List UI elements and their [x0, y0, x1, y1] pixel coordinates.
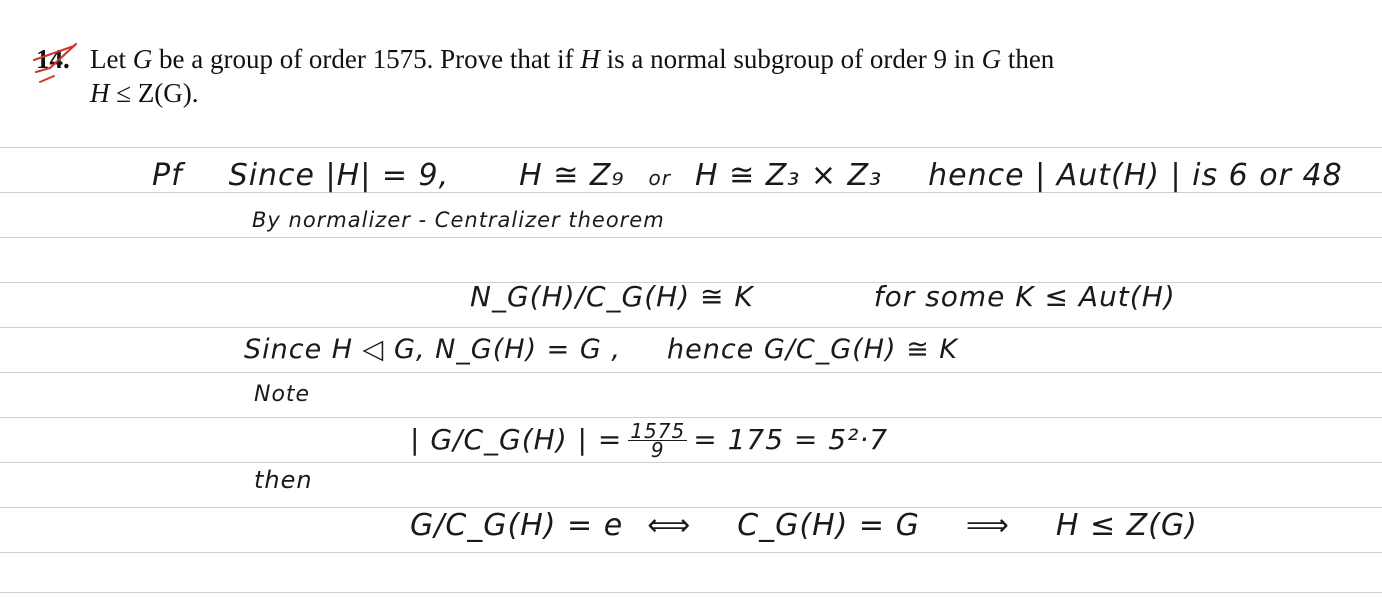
problem-text: is a normal subgroup of order 9 in [599, 44, 982, 74]
fraction-denominator: 9 [650, 438, 665, 462]
isomorphism-product: H ≅ Z₃ × Z₃ [694, 158, 883, 193]
problem-text: Let [90, 44, 133, 74]
problem-var: G [981, 44, 1002, 74]
rule-line [0, 552, 1382, 553]
implies-arrow-icon: ⟹ [965, 508, 1010, 543]
factorization: = 175 = 5²·7 [693, 422, 889, 456]
problem-var: H [580, 44, 600, 74]
problem-var: H [90, 78, 110, 108]
rule-line [0, 327, 1382, 328]
rule-line [0, 372, 1382, 373]
trivial-quotient: G/C_G(H) = e [410, 508, 624, 543]
solution-line-8 [410, 508, 1198, 543]
problem-text: be a group of order 1575. Prove that if [152, 44, 581, 74]
solution-line-4 [244, 334, 958, 365]
solution-line-7: then [254, 466, 313, 494]
rule-line [0, 462, 1382, 463]
conclusion: H ≤ Z(G) [1055, 508, 1198, 543]
rule-line [0, 147, 1382, 148]
isomorphism-cyclic: H ≅ Z₉ [519, 158, 625, 193]
problem-text: ≤ Z(G). [109, 78, 199, 108]
rule-line [0, 417, 1382, 418]
nc-quotient: N_G(H)/C_G(H) ≅ K [470, 280, 754, 313]
solution-line-1 [152, 158, 1343, 193]
problem-number: 14. [36, 44, 70, 74]
quotient-order: | G/C_G(H) | = [410, 422, 623, 456]
quotient-statement: hence G/C_G(H) ≅ K [666, 334, 959, 365]
fraction [628, 419, 687, 462]
centralizer-equals-g: C_G(H) = G [737, 508, 920, 543]
solution-line-6 [410, 419, 889, 462]
aut-order-statement: hence | Aut(H) | is 6 or 48 [928, 158, 1343, 193]
problem-text: then [1001, 44, 1055, 74]
normal-statement: Since H ◁ G, N_G(H) = G , [244, 334, 621, 365]
solution-line-2: By normalizer - Centralizer theorem [252, 208, 665, 232]
rule-line [0, 592, 1382, 593]
fraction-numerator: 1575 [630, 419, 686, 443]
iff-arrow-icon: ⟺ [647, 508, 692, 543]
order-statement: Since |H| = 9, [228, 158, 450, 193]
problem-line-2 [90, 76, 199, 110]
solution-line-3 [470, 280, 1176, 313]
k-condition: for some K ≤ Aut(H) [873, 280, 1176, 313]
solution-line-5: Note [254, 382, 311, 407]
rule-line [0, 237, 1382, 238]
proof-label: Pf [152, 158, 183, 193]
problem-var: G [132, 44, 153, 74]
problem-line-1 [90, 42, 1054, 76]
or-word: or [648, 166, 671, 190]
